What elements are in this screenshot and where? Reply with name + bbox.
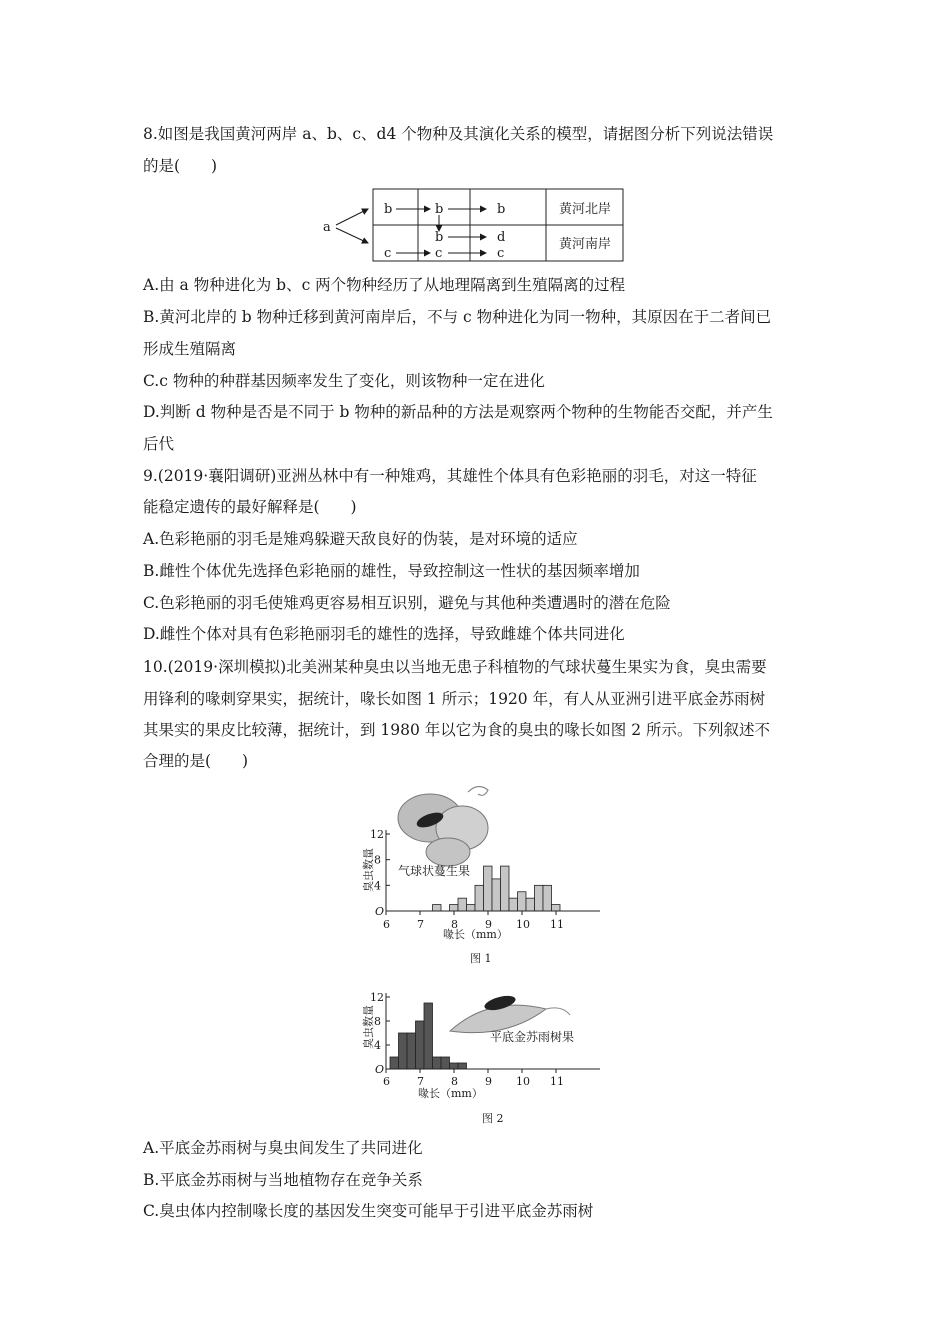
- x-tick-label: 7: [417, 918, 424, 931]
- q10-stem-line4: 合理的是( ): [143, 752, 249, 770]
- y-tick-label: 4: [374, 1039, 381, 1052]
- y-axis-label: 臭虫数量: [362, 848, 375, 892]
- q10-option-c: C.臭虫体内控制喙长度的基因发生突变可能早于引进平底金苏雨树: [143, 1202, 594, 1220]
- figure-1-histogram: [350, 780, 620, 970]
- q8-stem-line2: 的是( ): [143, 157, 218, 175]
- histogram-bar: [390, 1057, 399, 1069]
- south-c-2: c: [435, 246, 443, 261]
- histogram-bar: [552, 905, 561, 911]
- label-north-bank: 黄河北岸: [559, 202, 612, 217]
- histogram-bar: [535, 885, 544, 911]
- histogram-bar: [450, 1063, 459, 1069]
- x-tick-label: 11: [550, 918, 564, 931]
- figure-1-caption: 图 1: [470, 952, 492, 965]
- histogram-bar: [475, 885, 484, 911]
- q9-stem-line1: 9.(2019·襄阳调研)亚洲丛林中有一种雉鸡，其雄性个体具有色彩艳丽的羽毛，对这一特征: [143, 467, 757, 485]
- histogram-bar: [399, 1033, 408, 1069]
- species-a-label: a: [323, 220, 331, 235]
- histogram-bar: [458, 898, 467, 911]
- q8-option-c: C.c 物种的种群基因频率发生了变化，则该物种一定在进化: [143, 372, 545, 390]
- fruit-annotation: 气球状蔓生果: [398, 864, 471, 878]
- y-tick-label: 8: [374, 1015, 381, 1028]
- histogram-bar: [484, 866, 493, 911]
- histogram-bar: [416, 1021, 425, 1069]
- label-south-bank: 黄河南岸: [559, 237, 612, 252]
- x-tick-label: 9: [485, 1075, 492, 1088]
- speciation-diagram: [318, 185, 628, 265]
- histogram-bar: [441, 1057, 450, 1069]
- x-tick-label: 7: [417, 1075, 424, 1088]
- histogram-bar: [433, 1057, 442, 1069]
- flat-fruit-illustration: [450, 993, 570, 1033]
- q9-option-a: A.色彩艳丽的羽毛是雉鸡躲避天敌良好的伪装，是对环境的适应: [143, 530, 578, 548]
- fruit-annotation: 平底金苏雨树果: [490, 1030, 575, 1044]
- figure-2-histogram: [350, 983, 620, 1133]
- x-tick-label: 10: [516, 1075, 530, 1088]
- histogram-bar: [450, 905, 459, 911]
- q9-option-d: D.雌性个体对具有色彩艳丽羽毛的雄性的选择，导致雌雄个体共同进化: [143, 625, 625, 643]
- x-tick-label: 8: [451, 918, 458, 931]
- x-tick-label: 9: [485, 918, 492, 931]
- histogram-bar: [543, 885, 552, 911]
- q8-option-b-line2: 形成生殖隔离: [143, 340, 237, 358]
- histogram-bar: [518, 892, 527, 911]
- histogram-bar: [407, 1033, 416, 1069]
- y-tick-label: 8: [374, 853, 381, 867]
- south-d: d: [497, 230, 506, 245]
- north-b-3: b: [497, 202, 506, 217]
- south-c-1: c: [384, 246, 392, 261]
- y-axis-label: 臭虫数量: [362, 1005, 375, 1049]
- y-tick-label: 12: [370, 828, 384, 841]
- q8-option-d-line1: D.判断 d 物种是否是不同于 b 物种的新品种的方法是观察两个物种的生物能否交配，并产生: [143, 403, 773, 421]
- origin-label: O: [375, 1063, 385, 1076]
- q10-stem-line3: 其果实的果皮比较薄，据统计，到 1980 年以它为食的臭虫的喙长如图 2 所示。下列叙述不: [143, 721, 771, 739]
- histogram-bar: [501, 866, 510, 911]
- q10-option-b: B.平底金苏雨树与当地植物存在竞争关系: [143, 1171, 423, 1189]
- x-tick-label: 8: [451, 1075, 458, 1088]
- figure-2-caption: 图 2: [482, 1112, 504, 1125]
- q10-stem-line2: 用锋利的喙刺穿果实，据统计，喙长如图 1 所示；1920 年，有人从亚洲引进平底金苏雨树: [143, 690, 766, 708]
- q8-option-d-line2: 后代: [143, 435, 175, 453]
- x-tick-label: 11: [550, 1075, 564, 1088]
- q8-stem-line1: 8.如图是我国黄河两岸 a、b、c、d4 个物种及其演化关系的模型，请据图分析下列说法错误: [143, 125, 774, 143]
- north-b-2: b: [435, 202, 444, 217]
- q9-option-c: C.色彩艳丽的羽毛使雉鸡更容易相互识别，避免与其他种类遭遇时的潜在危险: [143, 594, 671, 612]
- x-axis-label: 喙长（mm）: [418, 1087, 483, 1100]
- origin-label: O: [375, 905, 385, 918]
- histogram-bar: [433, 905, 442, 911]
- south-c-3: c: [497, 246, 505, 261]
- q10-option-a: A.平底金苏雨树与臭虫间发生了共同进化: [143, 1139, 423, 1157]
- balloon-fruit-illustration: [398, 786, 488, 866]
- q10-stem-line1: 10.(2019·深圳模拟)北美洲某种臭虫以当地无患子科植物的气球状蔓生果实为食，臭虫需要: [143, 658, 767, 676]
- q9-stem-line2: 能稳定遗传的最好解释是( ): [143, 498, 357, 516]
- histogram-bar: [424, 1003, 433, 1069]
- histogram-bar: [458, 1063, 467, 1069]
- x-tick-label: 6: [383, 1075, 390, 1088]
- q9-option-b: B.雌性个体优先选择色彩艳丽的雄性，导致控制这一性状的基因频率增加: [143, 562, 640, 580]
- north-b-1: b: [384, 202, 393, 217]
- histogram-bar: [526, 898, 535, 911]
- histogram-bar: [467, 905, 476, 911]
- q8-option-b-line1: B.黄河北岸的 b 物种迁移到黄河南岸后，不与 c 物种进化为同一物种，其原因在于二者间已: [143, 308, 772, 326]
- histogram-bar: [492, 879, 501, 911]
- y-tick-label: 4: [374, 879, 381, 893]
- x-tick-label: 6: [383, 918, 390, 931]
- histogram-bar: [509, 898, 518, 911]
- q8-option-a: A.由 a 物种进化为 b、c 两个物种经历了从地理隔离到生殖隔离的过程: [143, 276, 626, 294]
- south-b: b: [435, 230, 444, 245]
- x-tick-label: 10: [516, 918, 530, 931]
- x-axis-label: 喙长（mm）: [443, 928, 508, 941]
- y-tick-label: 12: [370, 991, 384, 1004]
